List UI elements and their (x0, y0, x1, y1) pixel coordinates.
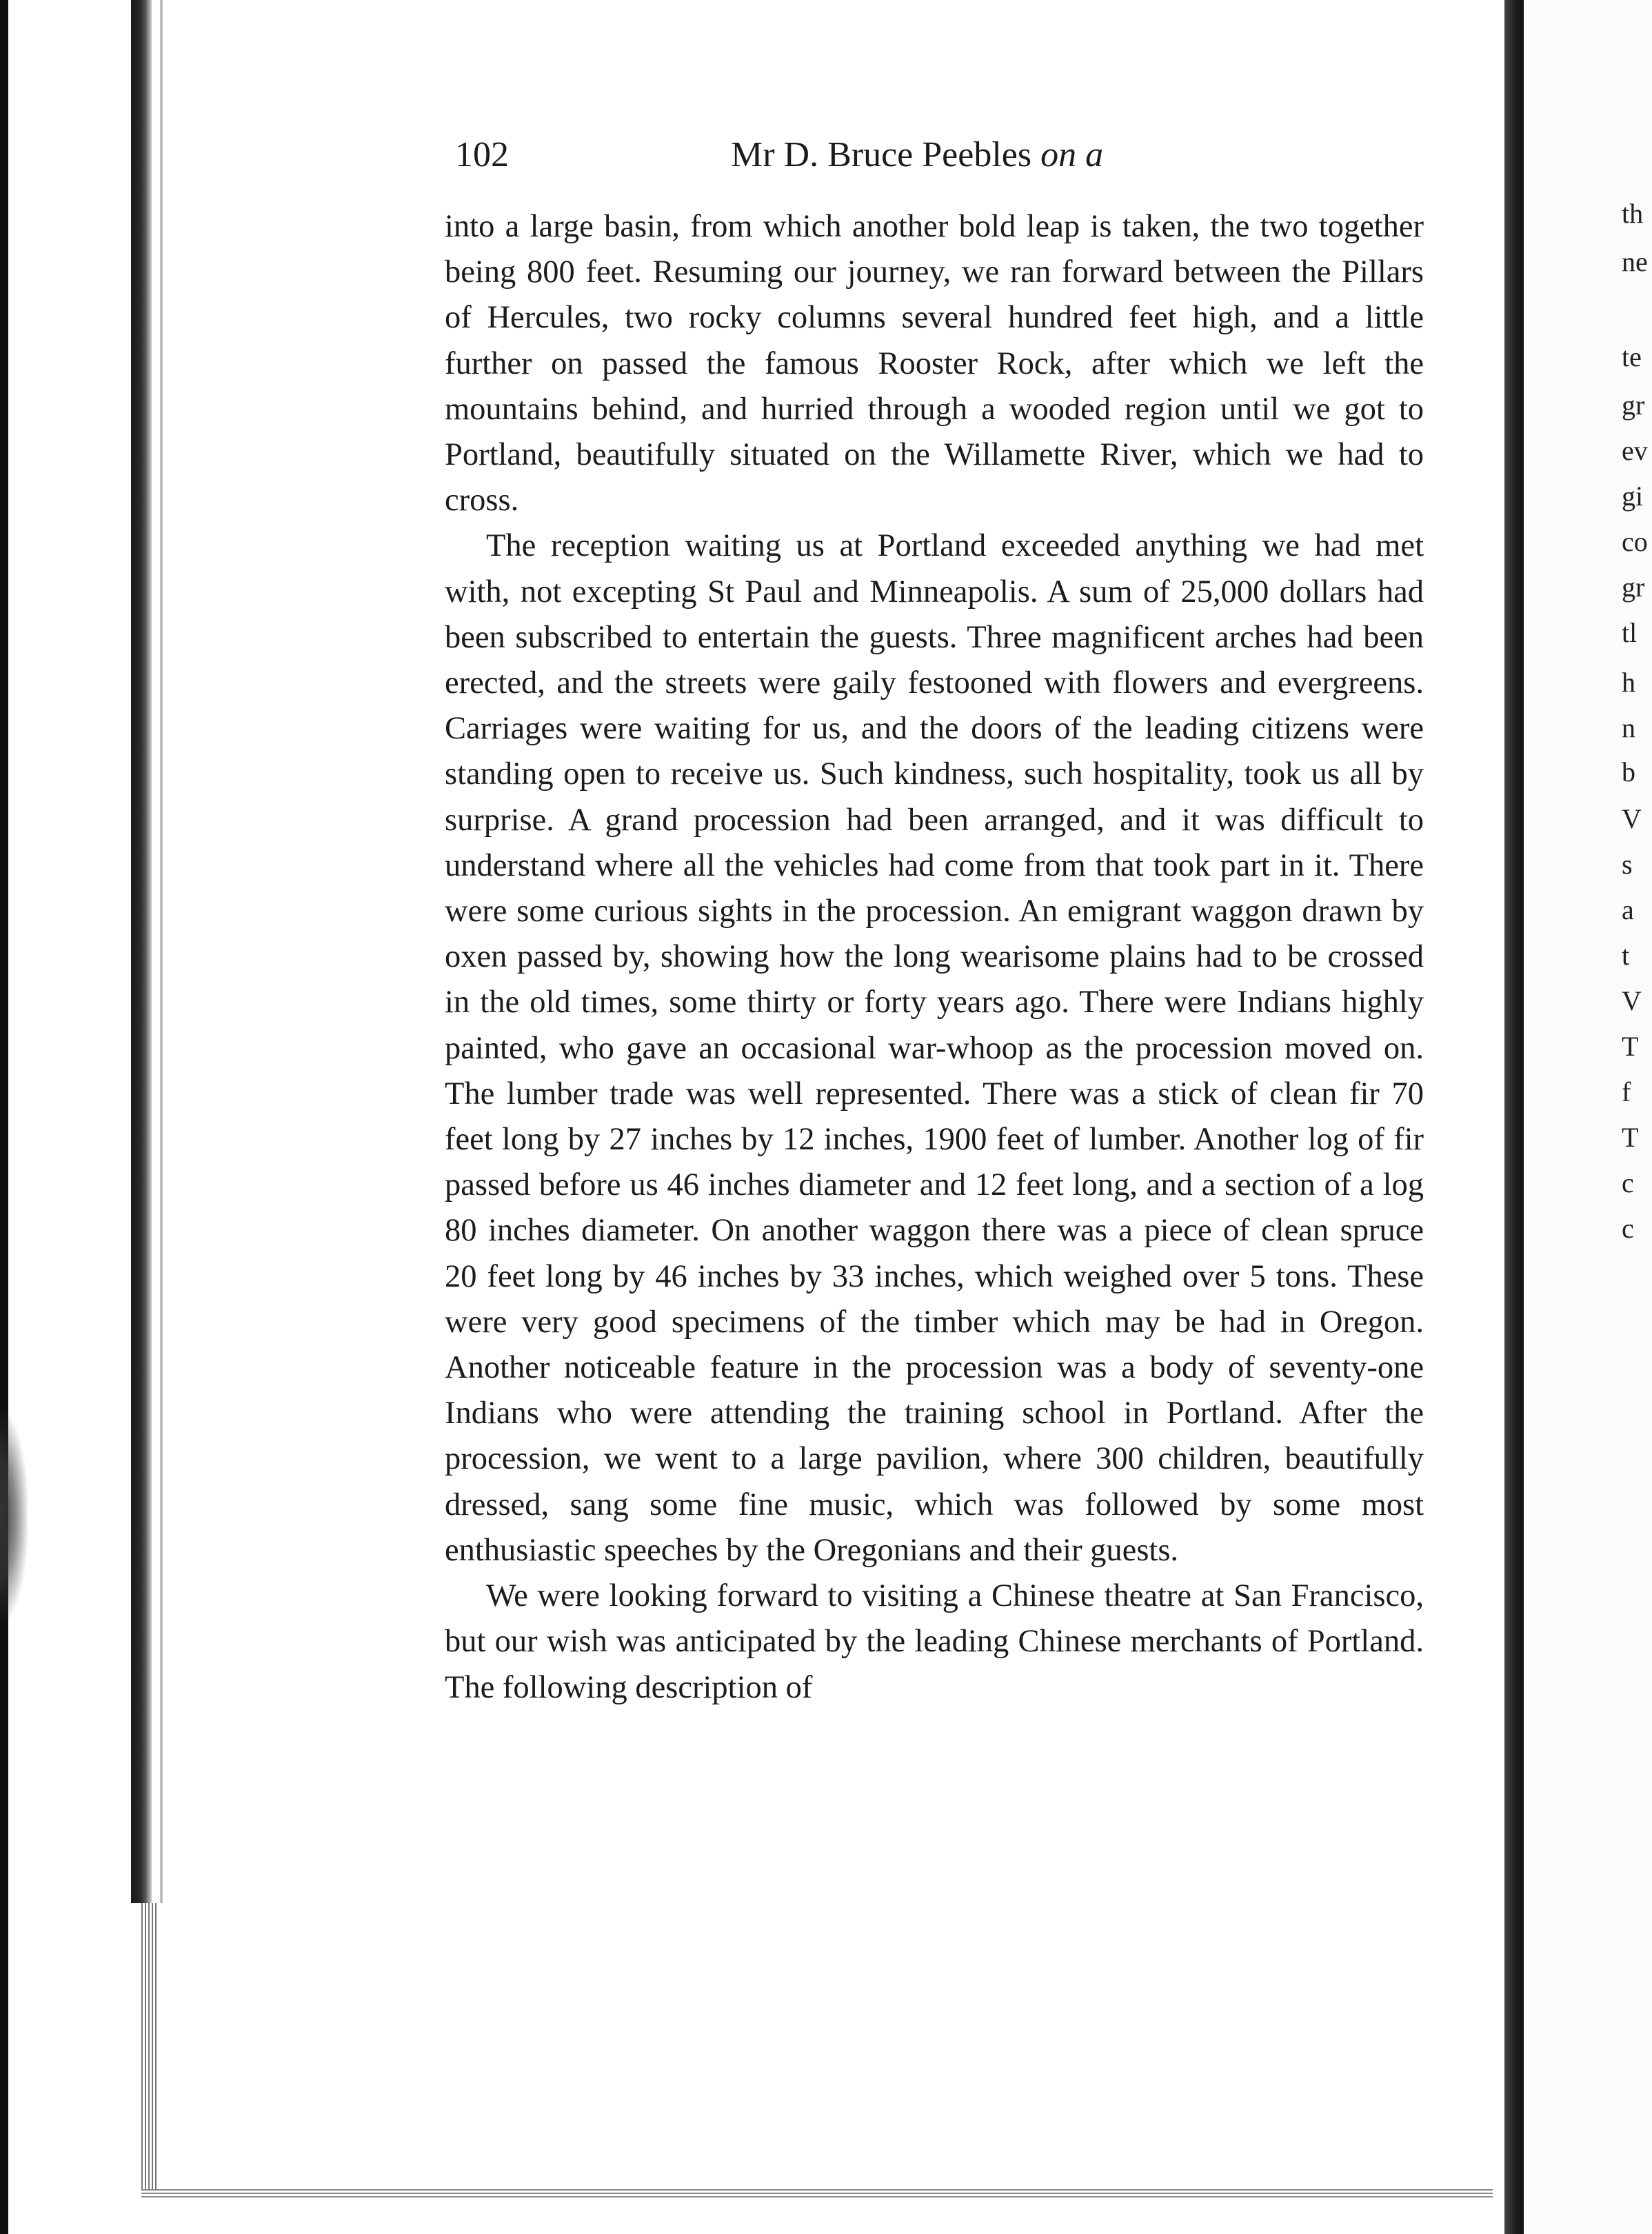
facing-fragment: co (1622, 526, 1648, 557)
running-head-italic: on a (1040, 135, 1104, 174)
facing-fragment: c (1622, 1167, 1634, 1198)
facing-fragment: c (1622, 1213, 1634, 1244)
facing-fragment: th (1622, 198, 1644, 229)
binding-edge (160, 0, 163, 1903)
facing-fragment: tl (1622, 617, 1638, 648)
scan-smudge (0, 1413, 28, 1620)
facing-fragment: s (1622, 849, 1633, 880)
scan-edge-left (0, 0, 8, 2234)
page-header (455, 134, 1420, 183)
facing-fragment: te (1622, 341, 1642, 372)
facing-page (1524, 0, 1652, 2234)
page-number: 102 (455, 135, 509, 174)
facing-fragment: V (1622, 985, 1642, 1016)
facing-fragment: ev (1622, 435, 1648, 466)
facing-fragment: b (1622, 756, 1635, 787)
paragraph: into a large basin, from which another bold leap is taken, the two together being 800 feet. Resuming our journey, we ran forward between the Pillars of Hercules, two rocky columns several hundred feet high, and a little further on passed the famous Rooster Rock, after which we left the mountains behind, and hurried through a wooded region until we got to Portland, beautifully situated on the Willamette River, which we had to cross. (445, 209, 1424, 519)
facing-page-gutter (1504, 0, 1524, 2234)
facing-fragment: t (1622, 940, 1630, 971)
facing-fragment: a (1622, 894, 1634, 925)
facing-fragment: n (1622, 712, 1635, 743)
facing-fragment: gr (1622, 390, 1645, 421)
facing-fragment: ne (1622, 246, 1648, 277)
facing-fragment: gr (1622, 572, 1645, 603)
body-text (445, 204, 1424, 1711)
facing-fragment: h (1622, 667, 1635, 698)
facing-fragment: f (1622, 1076, 1631, 1107)
facing-fragment: V (1622, 803, 1642, 834)
page-edges-stack (141, 1903, 157, 2193)
book-binding (131, 0, 152, 1903)
facing-fragment: T (1622, 1031, 1639, 1062)
paragraph: We were looking forward to visiting a Chinese theatre at San Francisco, but our wish was anticipated by the leading Chinese merchants of Portland. The following description of (445, 1578, 1424, 1705)
running-head-author: Mr D. Bruce Peebles (731, 135, 1032, 174)
page-bottom-stack (141, 2189, 1493, 2199)
running-head (731, 134, 1103, 175)
facing-fragment: T (1622, 1122, 1639, 1153)
paragraph: The reception waiting us at Portland exceeded anything we had met with, not excepting St Paul and Minneapolis. A sum of 25,000 dollars had been subscribed to entertain the guests. Three magnificent arches had been erected, and the streets were gaily festooned with flowers and evergreens. Carriages were waiting for us, and the doors of the leading citizens were standing open to receive us. Such kindness, such hospitality, took us all by surprise. A grand procession had been arranged, and it was difficult to understand where all the vehicles had come from that took part in it. There were some curious sights in the procession. An emigrant waggon drawn by oxen passed by, showing how the long wearisome plains had to be crossed in the old times, some thirty or forty years ago. There were Indians highly painted, who gave an occasional war-whoop as the procession moved on. The lumber trade was well represented. There was a stick of clean fir 70 feet long by 27 inches by 12 inches, 1900 feet of lumber. Another log of fir passed before us 46 inches diameter and 12 feet long, and a section of a log 80 inches diameter. On another waggon there was a piece of clean spruce 20 feet long by 46 inches by 33 inches, which weighed over 5 tons. These were very good specimens of the timber which may be had in Oregon. Another noticeable feature in the procession was a body of seventy-one Indians who were attending the training school in Portland. After the procession, we went to a large pavilion, where 300 children, beautifully dressed, sang some fine music, which was followed by some most enthusiastic speeches by the Oregonians and their guests. (445, 528, 1424, 1568)
facing-fragment: gi (1622, 481, 1644, 512)
